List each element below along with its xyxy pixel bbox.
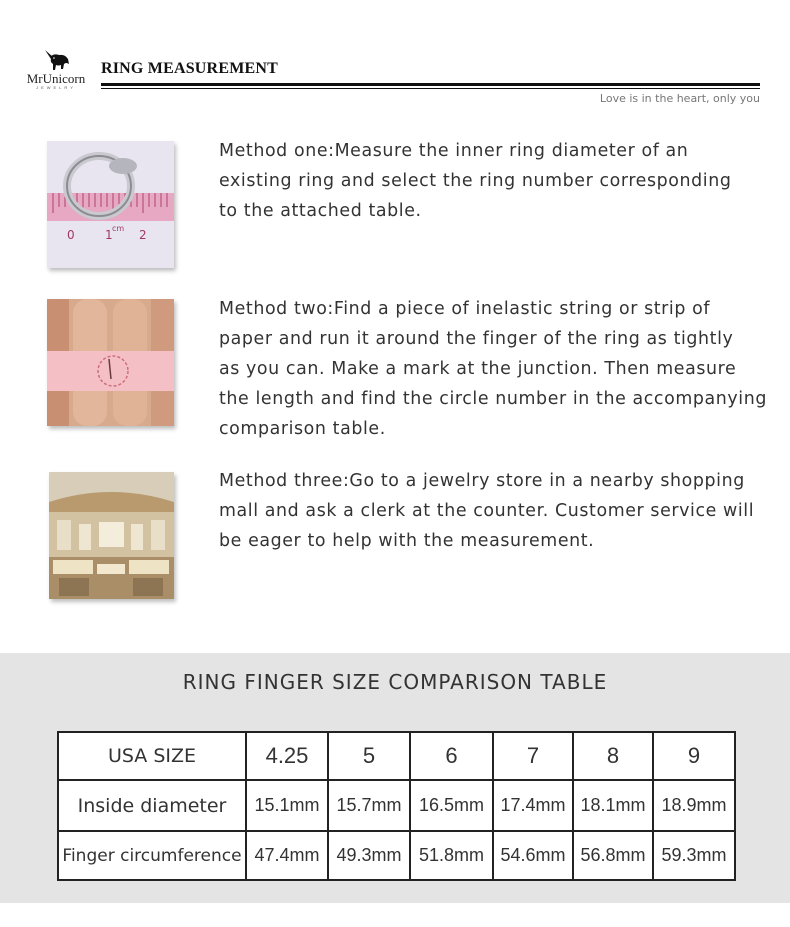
method-two-text — [219, 294, 787, 444]
table-cell: 17.4mm — [493, 780, 573, 831]
table-cell: 5 — [328, 732, 410, 780]
method-line: Method two:Find a piece of inelastic string or strip of — [219, 299, 711, 319]
table-cell: 54.6mm — [493, 831, 573, 880]
method-line: paper and run it around the finger of the ring as tightly — [219, 329, 734, 349]
method-line: mall and ask a clerk at the counter. Customer service will — [219, 501, 755, 521]
ruler-label-0: 0 — [67, 228, 75, 242]
method-one-text — [219, 136, 787, 226]
table-cell: 51.8mm — [410, 831, 493, 880]
table-title: RING FINGER SIZE COMPARISON TABLE — [182, 670, 608, 694]
method-line: as you can. Make a mark at the junction. Then measure — [219, 359, 737, 379]
method-line: the length and find the circle number in the accompanying — [219, 389, 767, 409]
ruler-unit: cm — [112, 224, 125, 233]
brand-logo — [18, 48, 94, 98]
method-three-text — [219, 466, 787, 556]
table-row — [58, 732, 735, 780]
paper-strip-around-finger-photo — [47, 299, 174, 426]
size-comparison-table — [57, 731, 736, 881]
table-cell: 18.9mm — [653, 780, 735, 831]
table-cell: 18.1mm — [573, 780, 653, 831]
table-cell: 15.1mm — [246, 780, 328, 831]
table-cell: 4.25 — [246, 732, 328, 780]
logo-subtitle: JEWELRY — [36, 85, 76, 90]
table-cell: 15.7mm — [328, 780, 410, 831]
table-row — [58, 780, 735, 831]
method-line: to the attached table. — [219, 201, 422, 221]
jewelry-store-interior-photo — [49, 472, 174, 599]
table-row — [58, 831, 735, 880]
method-line: Method three:Go to a jewelry store in a nearby shopping — [219, 471, 745, 491]
table-cell: 47.4mm — [246, 831, 328, 880]
method-line: existing ring and select the ring number corresponding — [219, 171, 732, 191]
table-cell: 9 — [653, 732, 735, 780]
ruler-label-2: 2 — [139, 228, 147, 242]
table-cell: 7 — [493, 732, 573, 780]
method-line: be eager to help with the measurement. — [219, 531, 595, 551]
table-cell: 16.5mm — [410, 780, 493, 831]
row-label-inside-diameter: Inside diameter — [58, 780, 246, 831]
table-cell: 49.3mm — [328, 831, 410, 880]
size-table-section — [0, 653, 790, 903]
ring-on-ruler-photo — [47, 141, 174, 268]
header-divider-thin — [101, 88, 760, 89]
table-cell: 8 — [573, 732, 653, 780]
ruler-label-1: 1 — [105, 228, 113, 242]
page-title: RING MEASUREMENT — [101, 60, 278, 77]
row-label-finger-circumference: Finger circumference — [58, 831, 246, 880]
table-cell: 6 — [410, 732, 493, 780]
header-divider — [101, 83, 760, 86]
table-cell: 59.3mm — [653, 831, 735, 880]
method-line: comparison table. — [219, 419, 386, 439]
method-line: Method one:Measure the inner ring diameter of an — [219, 141, 689, 161]
tagline: Love is in the heart, only you — [599, 92, 760, 105]
table-cell: 56.8mm — [573, 831, 653, 880]
logo-wordmark: MrUnicorn — [26, 71, 86, 86]
row-label-usa-size: USA SIZE — [58, 732, 246, 780]
